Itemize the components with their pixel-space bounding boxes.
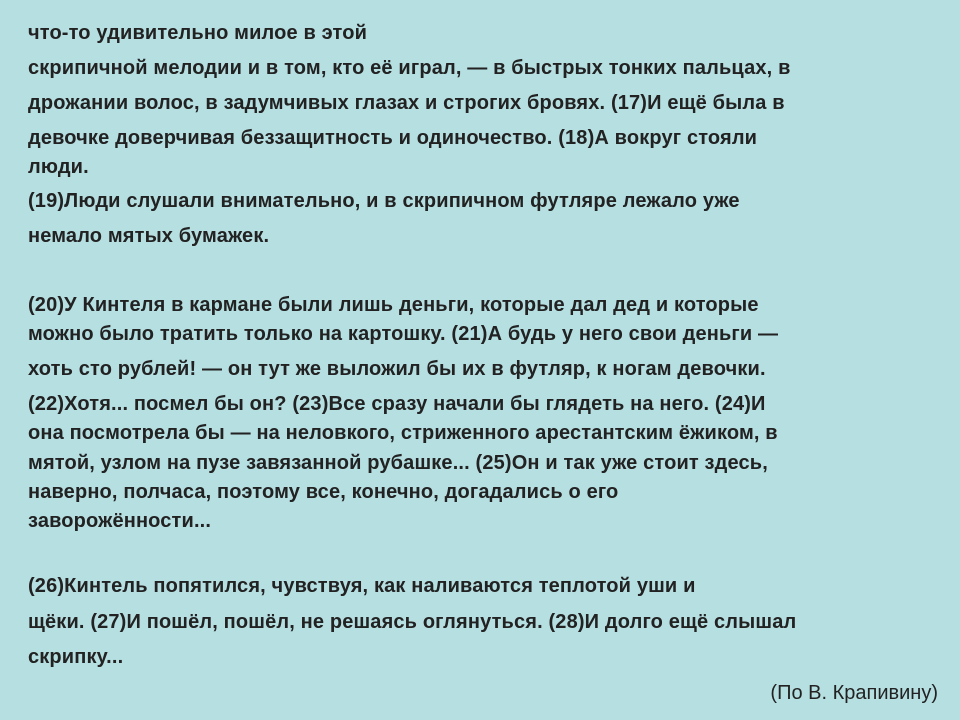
text-line-5: люди. bbox=[28, 156, 89, 178]
text-line-18: скрипку... bbox=[28, 646, 124, 668]
text-line-7: немало мятых бумажек. bbox=[28, 225, 270, 247]
text-line-2: скрипичной мелодии и в том, кто её играл, — в быстрых тонких пальцах, в bbox=[28, 57, 791, 79]
text-line-12: она посмотрела бы — на неловкого, стриженного арестантским ёжиком, в bbox=[28, 422, 778, 444]
text-line-17: щёки. (27)И пошёл, пошёл, не решаясь оглянуться. (28)И долго ещё слышал bbox=[28, 611, 797, 633]
text-line-14: наверно, полчаса, поэтому все, конечно, догадались о его bbox=[28, 481, 619, 503]
text-line-3: дрожании волос, в задумчивых глазах и строгих бровях. (17)И ещё была в bbox=[28, 92, 785, 114]
text-line-4: девочке доверчивая беззащитность и одиночество. (18)А вокруг стояли bbox=[28, 127, 758, 149]
text-line-6: (19)Люди слушали внимательно, и в скрипичном футляре лежало уже bbox=[28, 190, 740, 212]
attribution: (По В. Крапивину) bbox=[770, 682, 938, 704]
text-line-1: что-то удивительно милое в этой bbox=[28, 22, 368, 44]
text-line-8: (20)У Кинтеля в кармане были лишь деньги, которые дал дед и которые bbox=[28, 294, 759, 316]
text-line-16: (26)Кинтель попятился, чувствуя, как наливаются теплотой уши и bbox=[28, 575, 696, 597]
text-line-15: заворожённости... bbox=[28, 510, 212, 532]
text-line-13: мятой, узлом на пузе завязанной рубашке... (25)Он и так уже стоит здесь, bbox=[28, 452, 768, 474]
text-line-10: хоть сто рублей! — он тут же выложил бы их в футляр, к ногам девочки. bbox=[28, 358, 766, 380]
text-line-9: можно было тратить только на картошку. (21)А будь у него свои деньги — bbox=[28, 323, 779, 345]
text-line-11: (22)Хотя... посмел бы он? (23)Все сразу начали бы глядеть на него. (24)И bbox=[28, 393, 766, 415]
